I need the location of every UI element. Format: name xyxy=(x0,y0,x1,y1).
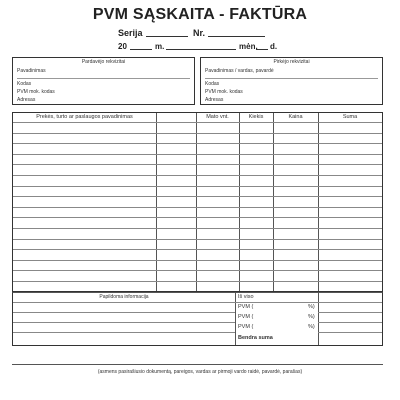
col-header-price: Kaina xyxy=(288,114,303,120)
seller-field-code: Kodas xyxy=(17,81,32,87)
day-label: d. xyxy=(270,42,278,51)
table-row[interactable] xyxy=(13,122,382,123)
seller-box xyxy=(12,57,195,105)
table-row[interactable] xyxy=(13,260,382,261)
items-table xyxy=(12,112,383,292)
col-header-unit: Mato vnt. xyxy=(206,114,229,120)
col-divider xyxy=(196,113,197,291)
table-row[interactable] xyxy=(13,186,382,187)
col-header-sum: Suma xyxy=(342,114,358,120)
extra-info-line[interactable] xyxy=(13,312,235,313)
table-row[interactable] xyxy=(13,270,382,271)
table-row[interactable] xyxy=(13,228,382,229)
table-row[interactable] xyxy=(13,164,382,165)
table-row[interactable] xyxy=(13,133,382,134)
table-row[interactable] xyxy=(13,207,382,208)
day-field[interactable] xyxy=(256,49,268,50)
page-title: PVM SĄSKAITA - FAKTŪRA xyxy=(92,6,308,23)
seller-field-address: Adresas xyxy=(17,97,36,103)
total-all-label: Iš viso xyxy=(238,294,254,300)
month-field[interactable] xyxy=(166,49,236,50)
extra-info-line[interactable] xyxy=(13,332,235,333)
buyer-name-line[interactable] xyxy=(205,78,378,79)
table-row[interactable] xyxy=(13,249,382,250)
vat-pct-3: %) xyxy=(308,324,315,330)
buyer-box xyxy=(200,57,383,105)
serija-label: Serija xyxy=(118,28,143,38)
col-header-name: Prekės, turto ar paslaugos pavadinimas xyxy=(36,114,133,120)
seller-title: Pardavėjo rekvizitai xyxy=(81,59,126,65)
year-prefix: 20 xyxy=(118,42,127,51)
signature-line[interactable] xyxy=(12,364,383,365)
signature-note: (asmens pasirašiusio dokumentą, pareigos, vardas ar pirmoji vardo raidė, pavardė, parašas) xyxy=(97,369,303,375)
table-row[interactable] xyxy=(13,217,382,218)
buyer-field-address: Adresas xyxy=(205,97,224,103)
vat-pct-2: %) xyxy=(308,314,315,320)
nr-field[interactable] xyxy=(208,36,265,37)
vat-pct-1: %) xyxy=(308,304,315,310)
seller-field-name: Pavadinimas xyxy=(17,68,46,74)
table-row[interactable] xyxy=(13,175,382,176)
table-row[interactable] xyxy=(13,281,382,282)
table-row[interactable] xyxy=(13,196,382,197)
year-field[interactable] xyxy=(130,49,152,50)
vat-label-1: PVM ( xyxy=(238,304,254,310)
extra-info-label: Papildoma informacija xyxy=(99,294,149,300)
col-divider xyxy=(156,113,157,291)
nr-label: Nr. xyxy=(193,28,206,38)
total-cell-line xyxy=(318,332,382,333)
table-row[interactable] xyxy=(13,239,382,240)
vat-label-3: PVM ( xyxy=(238,324,254,330)
col-divider xyxy=(318,113,319,291)
year-suffix-label: m. xyxy=(155,42,165,51)
buyer-title: Pirkėjo rekvizitai xyxy=(273,59,310,65)
extra-info-line[interactable] xyxy=(13,302,235,303)
total-row-line xyxy=(235,302,382,303)
serija-field[interactable] xyxy=(146,36,188,37)
vat-label-2: PVM ( xyxy=(238,314,254,320)
grand-total-label: Bendra suma xyxy=(238,335,273,341)
col-divider xyxy=(273,113,274,291)
col-header-qty: Kiekis xyxy=(248,114,264,120)
seller-field-vat-code: PVM mok. kodas xyxy=(17,89,55,95)
buyer-field-vat-code: PVM mok. kodas xyxy=(205,89,243,95)
total-cell-line xyxy=(318,322,382,323)
summary-divider xyxy=(235,293,236,345)
table-row[interactable] xyxy=(13,143,382,144)
table-row[interactable] xyxy=(13,154,382,155)
col-divider xyxy=(239,113,240,291)
summary-divider xyxy=(318,293,319,345)
summary-section xyxy=(12,292,383,346)
buyer-field-name: Pavadinimas / vardas, pavardė xyxy=(205,68,274,74)
buyer-field-code: Kodas xyxy=(205,81,220,87)
seller-name-line[interactable] xyxy=(17,78,190,79)
extra-info-line[interactable] xyxy=(13,322,235,323)
total-cell-line xyxy=(318,312,382,313)
month-label: mėn. xyxy=(239,42,258,51)
